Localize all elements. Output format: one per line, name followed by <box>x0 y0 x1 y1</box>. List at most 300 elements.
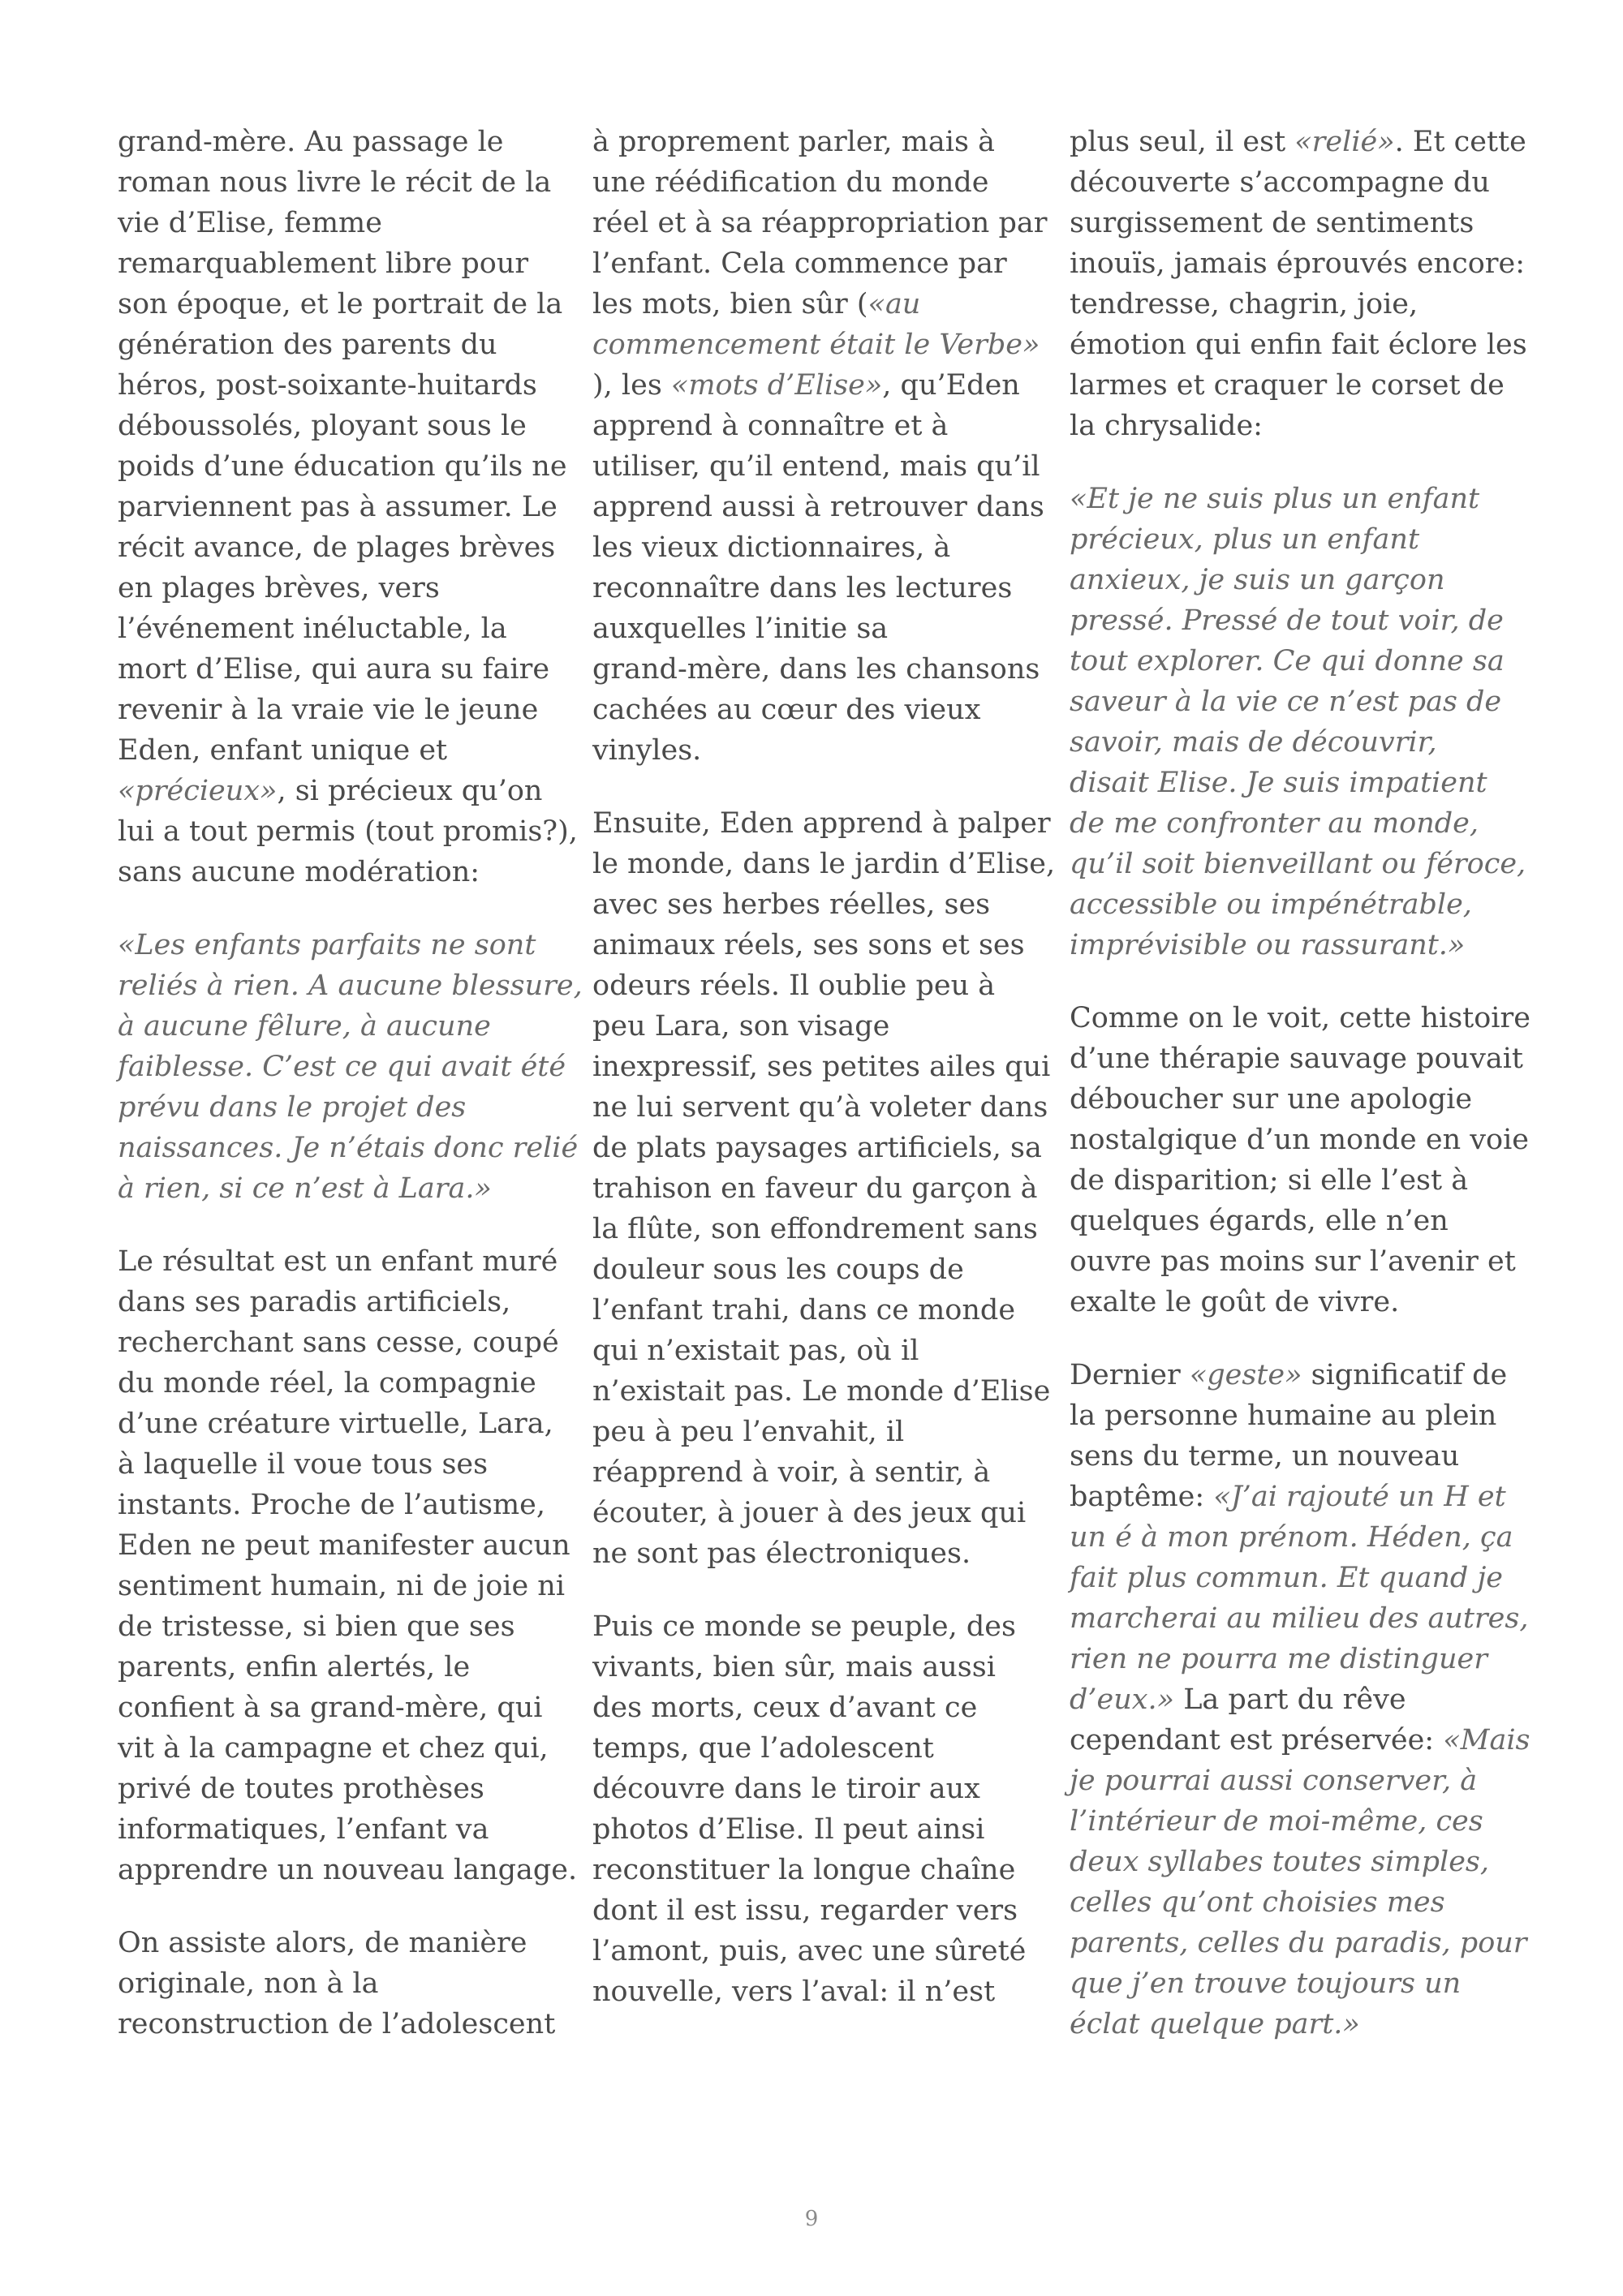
text-line <box>1070 1160 1512 1201</box>
italic-text-run: «J’ai rajouté un H et <box>1213 1481 1506 1513</box>
text-run: des morts, ceux d’avant ce <box>592 1692 978 1724</box>
text-line <box>592 122 1035 162</box>
text-line <box>118 1128 579 1168</box>
text-line <box>592 365 1035 406</box>
text-line <box>118 1606 560 1647</box>
text-run: en plages brèves, vers <box>118 572 440 604</box>
italic-text-run: tout explorer. Ce qui donne sa <box>1070 645 1505 677</box>
text-line <box>118 162 560 203</box>
text-line <box>592 487 1044 527</box>
text-line <box>592 844 1056 884</box>
paragraph-gap <box>118 1209 560 1241</box>
italic-text-run: éclat quelque part.» <box>1070 2008 1360 2040</box>
text-line <box>592 925 1035 965</box>
text-run: l’événement inéluctable, la <box>118 613 507 645</box>
text-line <box>1070 1639 1512 1679</box>
text-line <box>1070 2004 1512 2044</box>
text-run: sentiment humain, ni de joie ni <box>118 1570 566 1602</box>
text-run: sens du terme, un nouveau <box>1070 1440 1460 1473</box>
text-run: inexpressif, ses petites ailes qui <box>592 1051 1051 1083</box>
text-run: la personne humaine au plein <box>1070 1400 1497 1432</box>
text-line <box>592 568 1035 608</box>
paragraph-gap <box>1070 965 1512 998</box>
text-run: temps, que l’adolescent <box>592 1732 934 1765</box>
text-line <box>592 1931 1035 1971</box>
text-line <box>592 1688 1035 1728</box>
text-run: quelques égards, elle n’en <box>1070 1205 1449 1237</box>
text-run: utiliser, qu’il entend, mais qu’il <box>592 450 1040 483</box>
text-run: réapprend à voir, à sentir, à <box>592 1456 991 1489</box>
text-run: informatiques, l’enfant va <box>118 1813 489 1846</box>
text-line <box>592 1971 1035 2012</box>
paragraph <box>118 122 578 892</box>
text-line <box>1070 1679 1512 1720</box>
text-line <box>592 1850 1035 1890</box>
text-line <box>118 446 567 487</box>
text-line <box>1070 1079 1512 1120</box>
text-run: remarquablement libre pour <box>118 247 529 280</box>
text-run: inouïs, jamais éprouvés encore: <box>1070 247 1526 280</box>
text-line <box>1070 479 1512 519</box>
text-line <box>1070 406 1512 446</box>
text-run: cependant est préservée: <box>1070 1724 1444 1756</box>
text-run: à proprement parler, mais à <box>592 126 995 158</box>
italic-text-run: celles qu’ont choisies mes <box>1070 1886 1445 1919</box>
text-line <box>118 284 563 325</box>
text-run: nostalgique d’un monde en voie <box>1070 1124 1529 1156</box>
text-line <box>118 527 560 568</box>
italic-text-run: deux syllabes toutes simples, <box>1070 1846 1490 1878</box>
text-run: peu Lara, son visage <box>592 1010 890 1043</box>
text-line <box>1070 519 1512 560</box>
text-line <box>1070 884 1512 925</box>
text-line <box>1070 325 1527 365</box>
text-run: . Et cette <box>1394 126 1526 158</box>
text-line <box>118 1485 560 1525</box>
text-run: larmes et craquer le corset de <box>1070 369 1505 402</box>
text-run: instants. Proche de l’autisme, <box>118 1489 545 1521</box>
text-line <box>118 608 560 649</box>
text-line <box>118 1282 560 1322</box>
paragraph <box>1070 479 1526 965</box>
text-line <box>1070 1558 1512 1598</box>
paragraph-gap <box>118 892 560 925</box>
text-run: reconstruction de l’adolescent <box>118 2008 556 2040</box>
text-line <box>1070 1477 1512 1517</box>
text-run: ouvre pas moins sur l’avenir et <box>1070 1245 1516 1278</box>
paragraph <box>118 925 583 1209</box>
paragraph-gap <box>592 1574 1035 1606</box>
text-line <box>118 1525 570 1566</box>
text-run: la chrysalide: <box>1070 410 1263 442</box>
italic-text-run: «Mais <box>1443 1724 1530 1756</box>
text-line <box>592 1371 1051 1412</box>
text-run: vie d’Elise, femme <box>118 207 382 239</box>
italic-text-run: «Les enfants parfaits ne sont <box>118 929 536 961</box>
italic-text-run: parents, celles du paradis, pour <box>1070 1927 1527 1959</box>
text-run: qui n’existait pas, où il <box>592 1335 919 1367</box>
text-line <box>592 1728 1035 1769</box>
italic-text-run: un é à mon prénom. Héden, ça <box>1070 1521 1513 1554</box>
text-line <box>118 1769 560 1809</box>
text-run: poids d’une éducation qu’ils ne <box>118 450 567 483</box>
paragraph-gap <box>1070 446 1512 479</box>
text-line <box>118 1006 560 1047</box>
text-run: de disparition; si elle l’est à <box>1070 1164 1469 1197</box>
text-run: originale, non à la <box>118 1967 379 2000</box>
text-run: apprend à connaître et à <box>592 410 949 442</box>
paragraph <box>592 803 1056 1574</box>
paragraph-gap <box>592 771 1035 803</box>
text-line <box>1070 1842 1512 1882</box>
text-run: trahison en faveur du garçon à <box>592 1172 1038 1205</box>
paragraph <box>118 1241 578 1890</box>
text-run: plus seul, il est <box>1070 126 1295 158</box>
text-line <box>118 1363 560 1404</box>
text-run: Puis ce monde se peuple, des <box>592 1610 1016 1643</box>
italic-text-run: à rien, si ce n’est à Lara.» <box>118 1172 492 1205</box>
text-run: , qu’Eden <box>882 369 1020 402</box>
text-line <box>1070 1355 1512 1395</box>
italic-text-run: «au <box>867 288 921 320</box>
text-line <box>592 527 1035 568</box>
italic-text-run: fait plus commun. Et quand je <box>1070 1562 1504 1594</box>
text-line <box>118 925 560 965</box>
italic-text-run: que j’en trouve toujours un <box>1070 1967 1462 2000</box>
text-run: découverte s’accompagne du <box>1070 166 1490 199</box>
text-run: douleur sous les coups de <box>592 1253 964 1286</box>
text-line <box>118 1963 560 2004</box>
text-run: parviennent pas à assumer. Le <box>118 491 558 523</box>
text-run: n’existait pas. Le monde d’Elise <box>592 1375 1051 1408</box>
page-number: 9 <box>804 2207 819 2231</box>
text-line <box>1070 162 1512 203</box>
text-line <box>592 1890 1035 1931</box>
text-line <box>118 852 560 892</box>
text-line <box>592 446 1040 487</box>
text-line <box>118 1087 560 1128</box>
text-line <box>592 1452 1035 1493</box>
italic-text-run: rien ne pourra me distinguer <box>1070 1643 1487 1675</box>
text-run: les vieux dictionnaires, à <box>592 531 951 564</box>
text-line <box>1070 763 1512 803</box>
text-line <box>592 1006 1035 1047</box>
text-line <box>1070 803 1512 844</box>
text-run: recherchant sans cesse, coupé <box>118 1326 559 1359</box>
italic-text-run: qu’il soit bienveillant ou féroce, <box>1070 848 1526 880</box>
text-line <box>592 690 1035 730</box>
text-line <box>1070 1963 1512 2004</box>
text-line <box>118 325 560 365</box>
text-line <box>118 1688 560 1728</box>
italic-text-run: de me confronter au monde, <box>1070 807 1479 840</box>
text-run: Dernier <box>1070 1359 1190 1391</box>
text-line <box>592 1331 1035 1371</box>
text-line <box>592 1412 1035 1452</box>
text-run: , si précieux qu’on <box>277 775 543 807</box>
text-run: confient à sa grand-mère, qui <box>118 1692 543 1724</box>
italic-text-run: «Et je ne suis plus un enfant <box>1070 483 1480 515</box>
text-line <box>118 1923 560 1963</box>
text-line <box>1070 1201 1512 1241</box>
text-line <box>1070 1761 1512 1801</box>
italic-text-run: naissances. Je n’étais donc relié <box>118 1132 579 1164</box>
text-run: héros, post-soixante-huitards <box>118 369 537 402</box>
text-run: animaux réels, ses sons et ses <box>592 929 1025 961</box>
text-line <box>1070 122 1526 162</box>
text-run: revenir à la vraie vie le jeune <box>118 694 539 726</box>
text-line <box>592 803 1051 844</box>
text-line <box>592 1493 1035 1533</box>
paragraph <box>1070 998 1530 1322</box>
text-line <box>118 1168 560 1209</box>
text-line <box>592 284 1035 325</box>
italic-text-run: disait Elise. Je suis impatient <box>1070 767 1487 799</box>
text-line <box>1070 722 1512 763</box>
text-run: Comme on le voit, cette histoire <box>1070 1002 1530 1034</box>
paragraph <box>1070 1355 1530 2044</box>
italic-text-run: accessible ou impénétrable, <box>1070 888 1472 921</box>
text-line <box>118 771 560 811</box>
text-line <box>118 1647 560 1688</box>
text-line <box>118 1566 566 1606</box>
text-run: odeurs réels. Il oublie peu à <box>592 970 996 1002</box>
text-line <box>118 1404 560 1444</box>
text-line <box>118 690 560 730</box>
text-line <box>118 406 560 446</box>
text-line <box>118 365 560 406</box>
text-run: de plats paysages artificiels, sa <box>592 1132 1042 1164</box>
text-line <box>1070 1241 1516 1282</box>
text-line <box>1070 1517 1512 1558</box>
text-line <box>592 325 1040 365</box>
text-run: d’une créature virtuelle, Lara, <box>118 1408 553 1440</box>
text-run: la flûte, son effondrement sans <box>592 1213 1038 1245</box>
italic-text-run: saveur à la vie ce n’est pas de <box>1070 686 1502 718</box>
text-run: l’amont, puis, avec une sûreté <box>592 1935 1027 1967</box>
text-line <box>1070 1720 1530 1761</box>
paragraph <box>118 1923 560 2044</box>
italic-text-run: «précieux» <box>118 775 278 807</box>
text-line <box>592 1290 1035 1331</box>
text-run: réel et à sa réappropriation par <box>592 207 1048 239</box>
text-run: écouter, à jouer à des jeux qui <box>592 1497 1027 1529</box>
text-line <box>118 1047 566 1087</box>
text-line <box>118 122 560 162</box>
text-line <box>118 243 560 284</box>
text-run: sans aucune modération: <box>118 856 480 888</box>
text-line <box>1070 284 1512 325</box>
text-run: ne lui servent qu’à voleter dans <box>592 1091 1048 1124</box>
text-run: grand-mère. Au passage le <box>118 126 504 158</box>
text-run: reconstituer la longue chaîne <box>592 1854 1016 1886</box>
text-run: La part du rêve <box>1174 1683 1406 1716</box>
text-run: significatif de <box>1302 1359 1508 1391</box>
text-run: Le résultat est un enfant muré <box>118 1245 558 1278</box>
italic-text-run: marcherai au milieu des autres, <box>1070 1602 1529 1635</box>
text-line <box>1070 1923 1527 1963</box>
text-line <box>592 1168 1038 1209</box>
text-run: photos d’Elise. Il peut ainsi <box>592 1813 985 1846</box>
text-run: l’enfant. Cela commence par <box>592 247 1007 280</box>
text-line <box>592 1809 1035 1850</box>
text-run: cachées au cœur des vieux <box>592 694 981 726</box>
text-line <box>1070 1395 1512 1436</box>
text-line <box>1070 641 1512 681</box>
text-line <box>1070 998 1530 1038</box>
text-line <box>592 965 1035 1006</box>
paragraph <box>592 122 1048 771</box>
text-line <box>1070 1038 1523 1079</box>
text-line <box>118 811 578 852</box>
text-line <box>592 1647 1035 1688</box>
text-column-1 <box>118 122 583 2044</box>
text-run: l’enfant trahi, dans ce monde <box>592 1294 1016 1326</box>
text-run: apprend aussi à retrouver dans <box>592 491 1044 523</box>
text-line <box>592 1087 1048 1128</box>
text-run: émotion qui enfin fait éclore les <box>1070 329 1527 361</box>
italic-text-run: précieux, plus un enfant <box>1070 523 1420 556</box>
text-column-2 <box>592 122 1056 2012</box>
text-line <box>1070 1598 1529 1639</box>
text-line <box>118 568 560 608</box>
text-run: son époque, et le portrait de la <box>118 288 563 320</box>
text-line <box>1070 1882 1512 1923</box>
text-line <box>1070 203 1512 243</box>
text-run: dont il est issu, regarder vers <box>592 1894 1018 1927</box>
text-run: vinyles. <box>592 734 702 767</box>
text-line <box>1070 243 1526 284</box>
text-line <box>592 649 1040 690</box>
text-run: déboucher sur une apologie <box>1070 1083 1473 1116</box>
text-run: dans ses paradis artificiels, <box>118 1286 511 1318</box>
text-run: de tristesse, si bien que ses <box>118 1610 515 1643</box>
italic-text-run: imprévisible ou rassurant.» <box>1070 929 1466 961</box>
text-line <box>118 1728 560 1769</box>
text-line <box>1070 600 1512 641</box>
italic-text-run: savoir, mais de découvrir, <box>1070 726 1437 759</box>
text-run: ), les <box>592 369 671 402</box>
text-line <box>592 1128 1042 1168</box>
text-run: privé de toutes prothèses <box>118 1773 484 1805</box>
text-run: récit avance, de plages brèves <box>118 531 556 564</box>
text-line <box>1070 1436 1512 1477</box>
text-run: vit à la campagne et chez qui, <box>118 1732 549 1765</box>
text-line <box>1070 681 1512 722</box>
text-line <box>1070 844 1526 884</box>
text-line <box>592 162 1035 203</box>
text-run: ne sont pas électroniques. <box>592 1537 971 1570</box>
text-run: Eden ne peut manifester aucun <box>118 1529 570 1562</box>
text-run: avec ses herbes réelles, ses <box>592 888 991 921</box>
text-line <box>592 608 1035 649</box>
paragraph-gap <box>118 1890 560 1923</box>
text-line <box>592 1249 1035 1290</box>
text-run: Eden, enfant unique et <box>118 734 448 767</box>
text-line <box>592 1533 1035 1574</box>
text-run: du monde réel, la compagnie <box>118 1367 536 1400</box>
text-line <box>1070 1120 1529 1160</box>
text-run: une réédification du monde <box>592 166 989 199</box>
text-run: surgissement de sentiments <box>1070 207 1474 239</box>
text-line <box>118 203 560 243</box>
text-line <box>118 730 560 771</box>
text-run: parents, enfin alertés, le <box>118 1651 471 1683</box>
text-run: auxquelles l’initie sa <box>592 613 889 645</box>
text-run: tendresse, chagrin, joie, <box>1070 288 1419 320</box>
text-line <box>1070 1801 1512 1842</box>
text-line <box>1070 925 1512 965</box>
text-line <box>118 1322 560 1363</box>
italic-text-run: prévu dans le projet des <box>118 1091 467 1124</box>
text-run: lui a tout permis (tout promis?), <box>118 815 578 848</box>
text-line <box>592 1209 1038 1249</box>
italic-text-run: je pourrai aussi conserver, à <box>1070 1765 1478 1797</box>
text-run: exalte le goût de vivre. <box>1070 1286 1400 1318</box>
text-line <box>118 2004 560 2044</box>
text-run: roman nous livre le récit de la <box>118 166 552 199</box>
text-line <box>592 243 1035 284</box>
text-line <box>118 487 560 527</box>
text-run: découvre dans le tiroir aux <box>592 1773 980 1805</box>
italic-text-run: d’eux.» <box>1070 1683 1175 1716</box>
text-run: Ensuite, Eden apprend à palper <box>592 807 1051 840</box>
text-run: déboussolés, ployant sous le <box>118 410 527 442</box>
text-run: les mots, bien sûr ( <box>592 288 868 320</box>
text-run: baptême: <box>1070 1481 1214 1513</box>
text-run: peu à peu l’envahit, il <box>592 1416 905 1448</box>
italic-text-run: faiblesse. C’est ce qui avait été <box>118 1051 566 1083</box>
text-line <box>118 1809 560 1850</box>
text-run: reconnaître dans les lectures <box>592 572 1013 604</box>
paragraph <box>592 1606 1035 2012</box>
italic-text-run: «geste» <box>1189 1359 1302 1391</box>
text-run: nouvelle, vers l’aval: il n’est <box>592 1976 996 2008</box>
text-run: d’une thérapie sauvage pouvait <box>1070 1043 1523 1075</box>
text-line <box>1070 560 1512 600</box>
text-line <box>1070 365 1512 406</box>
text-run: apprendre un nouveau langage. <box>118 1854 578 1886</box>
text-line <box>118 1241 560 1282</box>
italic-text-run: reliés à rien. A aucune blessure, <box>118 970 583 1002</box>
italic-text-run: «mots d’Elise» <box>670 369 883 402</box>
italic-text-run: à aucune fêlure, à aucune <box>118 1010 491 1043</box>
text-run: à laquelle il voue tous ses <box>118 1448 489 1481</box>
text-line <box>118 965 583 1006</box>
text-run: grand-mère, dans les chansons <box>592 653 1040 686</box>
text-line <box>592 1047 1051 1087</box>
italic-text-run: pressé. Pressé de tout voir, de <box>1070 604 1504 637</box>
text-run: On assiste alors, de manière <box>118 1927 527 1959</box>
text-line <box>592 884 1035 925</box>
text-line <box>118 1444 560 1485</box>
text-run: génération des parents du <box>118 329 497 361</box>
italic-text-run: «relié» <box>1294 126 1395 158</box>
text-line <box>592 406 1035 446</box>
text-line <box>592 203 1048 243</box>
paragraph <box>1070 122 1527 446</box>
italic-text-run: commencement était le Verbe» <box>592 329 1040 361</box>
text-column-3 <box>1070 122 1530 2044</box>
italic-text-run: anxieux, je suis un garçon <box>1070 564 1445 596</box>
text-line <box>592 730 1035 771</box>
text-run: mort d’Elise, qui aura su faire <box>118 653 550 686</box>
paragraph-gap <box>1070 1322 1512 1355</box>
text-line <box>592 1606 1035 1647</box>
text-line <box>118 649 560 690</box>
text-line <box>118 1850 578 1890</box>
italic-text-run: l’intérieur de moi-même, ces <box>1070 1805 1483 1838</box>
